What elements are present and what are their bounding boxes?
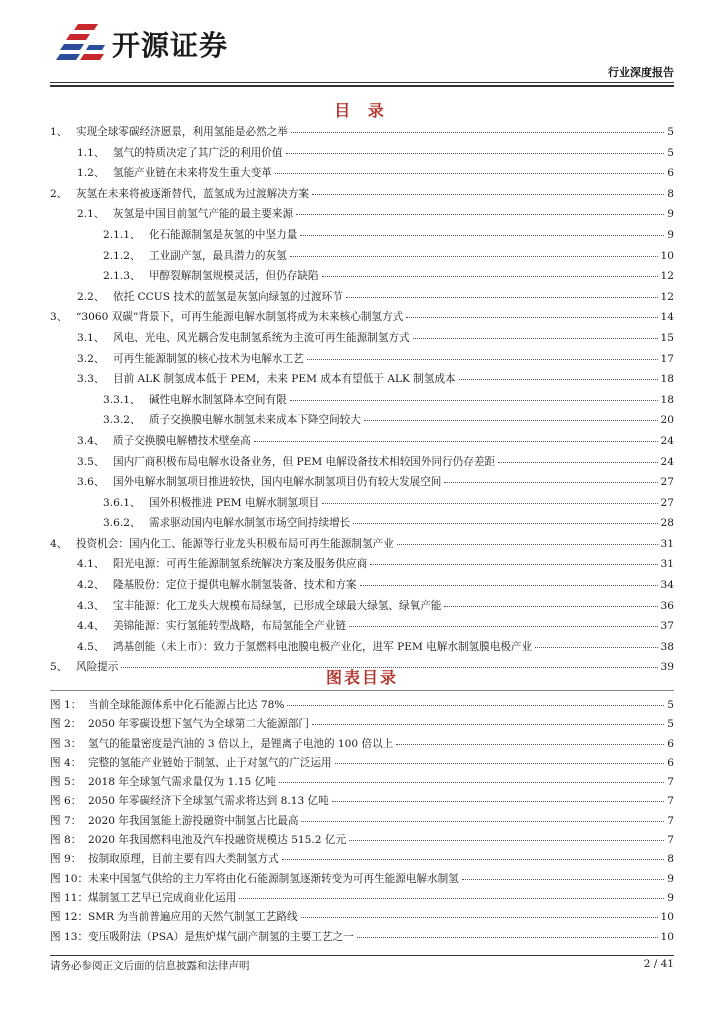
toc-entry-page: 12	[660, 270, 674, 283]
figure-entry-title: 煤制氢工艺早已完成商业化运用	[88, 891, 237, 904]
figure-entry[interactable]	[50, 909, 674, 928]
toc-entry-title: 化石能源制氢是灰氢的中坚力量	[149, 228, 298, 241]
toc-entry-page: 31	[660, 558, 674, 571]
figure-entry-number: 图 1：	[50, 699, 82, 711]
toc-entry-number: 2.1.3、	[103, 270, 141, 283]
figure-entry-page: 9	[667, 872, 674, 885]
dot-leader	[459, 379, 658, 380]
dot-leader	[397, 544, 658, 545]
figure-entry[interactable]	[50, 832, 674, 851]
logo-mark-icon	[50, 20, 106, 68]
toc-entry-number: 4.4、	[77, 620, 105, 633]
toc-entry-title: “3060 双碳”背景下，可再生能源电解水制氢将成为未来核心制氢方式	[76, 311, 404, 324]
figure-entry[interactable]	[50, 871, 674, 890]
figure-entry[interactable]	[50, 929, 674, 948]
figure-entry[interactable]	[50, 736, 674, 755]
toc-entry-number: 3.6.2、	[103, 517, 141, 530]
dot-leader	[364, 420, 658, 421]
toc-entry-page: 31	[660, 537, 674, 550]
toc-entry-title: 目前 ALK 制氢成本低于 PEM，未来 PEM 成本有望低于 ALK 制氢成本	[113, 373, 456, 386]
toc-entry-title: 国外电解水制氢项目推进较快，国内电解水制氢项目仍有较大发展空间	[113, 476, 442, 489]
figure-entry-page: 8	[667, 853, 674, 866]
figure-entry-title: 氢气的能量密度是汽油的 3 倍以上，是锂离子电池的 100 倍以上	[88, 737, 394, 750]
toc-entry-number: 4.3、	[77, 599, 105, 612]
footer-disclaimer: 请务必参阅正文后面的信息披露和法律声明	[50, 960, 250, 972]
toc-entry-page: 27	[660, 476, 674, 489]
toc-entry-title: 甲醇裂解制氢规模灵活，但仍存缺陷	[149, 270, 319, 283]
dot-leader	[535, 647, 657, 648]
figure-entry[interactable]	[50, 755, 674, 774]
toc-entry[interactable]	[50, 309, 674, 330]
toc-entry-page: 34	[660, 579, 674, 592]
dot-leader	[287, 705, 664, 706]
page-number: 2 / 41	[643, 958, 674, 970]
dot-leader	[290, 256, 658, 257]
toc-entry[interactable]	[50, 330, 674, 351]
figure-entry-page: 10	[660, 911, 674, 924]
toc-entry[interactable]	[50, 515, 674, 536]
header-divider	[50, 82, 674, 83]
toc-entry-title: 风险提示	[76, 661, 119, 674]
toc-entry[interactable]	[50, 371, 674, 392]
toc-entry[interactable]	[50, 556, 674, 577]
figure-entry-number: 图 5：	[50, 776, 82, 789]
toc-entry-number: 2.2、	[77, 290, 105, 303]
figure-entry[interactable]	[50, 793, 674, 812]
figure-index-title: 图表目录	[325, 668, 398, 687]
figure-entry-number: 图 12：	[50, 911, 89, 924]
toc-entry-page: 12	[660, 290, 674, 303]
toc-entry-page: 8	[667, 187, 674, 200]
dot-leader	[290, 400, 658, 401]
figure-entry-page: 7	[667, 795, 674, 808]
toc-entry[interactable]	[50, 598, 674, 619]
toc-entry-number: 4、	[50, 537, 68, 550]
toc-entry-number: 3.6、	[77, 476, 105, 489]
toc-entry-number: 4.2、	[77, 579, 105, 592]
toc-entry[interactable]	[50, 433, 674, 454]
figure-entry-title: 2020 年我国燃料电池及汽车投融资规模达 515.2 亿元	[88, 834, 347, 847]
toc-entry-number: 1.2、	[77, 167, 105, 180]
toc-entry[interactable]	[50, 206, 674, 227]
toc-entry-title: 美锦能源：实行氢能转型战略，布局氢能全产业链	[113, 620, 347, 633]
dot-leader	[444, 606, 657, 607]
toc-entry-title: 氢气的特质决定了其广泛的利用价值	[113, 146, 283, 159]
toc-entry[interactable]	[50, 536, 674, 557]
toc-entry-title: 隆基股份：定位于提供电解水制氢装备、技术和方案	[113, 579, 357, 592]
dot-leader	[282, 859, 665, 860]
toc-entry-page: 14	[660, 311, 674, 324]
toc-entry[interactable]	[50, 248, 674, 269]
figure-entry-number: 图 11：	[50, 891, 89, 904]
dot-leader	[286, 153, 665, 154]
dot-leader	[349, 840, 664, 841]
toc-entry-title: 阳光电源：可再生能源制氢系统解决方案及服务供应商	[113, 558, 368, 571]
dot-leader	[357, 937, 658, 938]
toc-entry-number: 5、	[50, 661, 68, 674]
toc-entry-title: 依托 CCUS 技术的蓝氢是灰氢向绿氢的过渡环节	[113, 290, 343, 303]
toc-entry-number: 3.4、	[77, 434, 105, 447]
toc-entry-page: 39	[660, 661, 674, 674]
toc-entry[interactable]	[50, 495, 674, 516]
toc-entry-title: 可再生能源制氢的核心技术为电解水工艺	[113, 352, 304, 365]
figure-entry[interactable]	[50, 716, 674, 735]
toc-entry-page: 9	[667, 228, 674, 241]
figure-entry-title: 2050 年零碳经济下全球氢气需求将达到 8.13 亿吨	[88, 795, 329, 808]
toc-entry-page: 27	[660, 496, 674, 509]
figure-entry-page: 5	[667, 699, 674, 711]
toc-entry-number: 4.1、	[77, 558, 105, 571]
dot-leader	[301, 917, 658, 918]
figure-entry-page: 7	[667, 776, 674, 789]
dot-leader	[406, 317, 657, 318]
toc-entry[interactable]	[50, 124, 674, 145]
toc-entry-title: 风电、光电、风光耦合发电制氢系统为主流可再生能源制氢方式	[113, 331, 410, 344]
figure-entry[interactable]	[50, 697, 674, 716]
dot-leader	[322, 276, 658, 277]
toc-entry[interactable]	[50, 165, 674, 186]
toc-entry[interactable]	[50, 289, 674, 310]
figure-entry-page: 5	[667, 718, 674, 731]
toc-entry-number: 2.1.2、	[103, 249, 141, 262]
logo-text: 开源证券	[112, 29, 229, 62]
toc-entry[interactable]	[50, 392, 674, 413]
figure-entry-title: 变压吸附法（PSA）是焦炉煤气副产制氢的主要工艺之一	[88, 930, 354, 943]
toc-entry-title: 氢能产业链在未来将发生重大变革	[113, 167, 272, 180]
dot-leader	[312, 724, 664, 725]
toc-entry-title: 宝丰能源：化工龙头大规模布局绿氢，已形成全球最大绿氢、绿氧产能	[113, 599, 442, 612]
figure-entry-number: 图 6：	[50, 795, 82, 808]
dot-leader	[370, 564, 657, 565]
figure-entry-title: 按制取原理，目前主要有四大类制氢方式	[88, 853, 279, 866]
figure-entry-number: 图 7：	[50, 814, 82, 827]
figure-entry-number: 图 2：	[50, 718, 82, 731]
figure-index	[50, 697, 674, 948]
figure-index-divider	[50, 690, 674, 691]
toc-entry-number: 3.5、	[77, 455, 105, 468]
toc-entry-page: 36	[660, 599, 674, 612]
toc-entry-page: 10	[660, 249, 674, 262]
toc-entry-title: 实现全球零碳经济愿景，利用氢能是必然之举	[76, 126, 288, 138]
toc-entry-title: 碱性电解水制氢降本空间有限	[149, 393, 287, 406]
toc-entry-title: 需求驱动国内电解水制氢市场空间持续增长	[149, 517, 351, 530]
dot-leader	[462, 879, 664, 880]
toc-entry-title: 灰氢是中国目前氢气产能的最主要来源	[113, 208, 294, 221]
dot-leader	[413, 338, 658, 339]
toc-entry-number: 2.1、	[77, 208, 105, 221]
dot-leader	[346, 297, 658, 298]
toc-entry-page: 24	[660, 455, 674, 468]
dot-leader	[291, 132, 664, 133]
toc-entry-page: 37	[660, 620, 674, 633]
toc-entry-page: 18	[660, 373, 674, 386]
figure-entry[interactable]	[50, 813, 674, 832]
figure-entry-page: 7	[667, 834, 674, 847]
toc-entry-page: 38	[660, 640, 674, 653]
dot-leader	[335, 763, 665, 764]
toc-entry-number: 3.6.1、	[103, 496, 141, 509]
dot-leader	[307, 359, 658, 360]
toc-entry[interactable]	[50, 454, 674, 475]
toc-entry-number: 3.2、	[77, 352, 105, 365]
toc-entry-number: 3.3、	[77, 373, 105, 386]
toc-entry-page: 24	[660, 434, 674, 447]
dot-leader	[332, 801, 665, 802]
toc-entry-title: 工业副产氢，最具潜力的灰氢	[149, 249, 287, 262]
dot-leader	[360, 585, 658, 586]
toc-entry-title: 灰氢在未来将被逐渐替代，蓝氢成为过渡解决方案	[76, 187, 310, 200]
figure-entry-title: SMR 为当前普遍应用的天然气制氢工艺路线	[88, 911, 298, 924]
toc-entry-page: 17	[660, 352, 674, 365]
toc-entry[interactable]	[50, 268, 674, 289]
dot-leader	[239, 898, 664, 899]
figure-entry-number: 图 13：	[50, 930, 89, 943]
toc-title: 目 录	[334, 101, 390, 120]
toc-entry-number: 3.3.1、	[103, 393, 141, 406]
dot-leader	[498, 462, 657, 463]
figure-entry-title: 完整的氢能产业链始于制氢、止于对氢气的广泛运用	[88, 756, 332, 769]
toc-entry-number: 4.5、	[77, 640, 105, 653]
figure-entry[interactable]	[50, 890, 674, 909]
toc-entry-page: 28	[660, 517, 674, 530]
figure-entry-title: 2050 年零碳设想下氢气为全球第二大能源部门	[88, 718, 310, 731]
toc-entry-number: 1.1、	[77, 146, 105, 159]
dot-leader	[349, 626, 657, 627]
figure-entry-page: 6	[667, 756, 674, 769]
toc-entry-number: 2、	[50, 187, 68, 200]
toc-entry-page: 6	[667, 167, 674, 180]
figure-entry[interactable]	[50, 774, 674, 793]
figure-entry-number: 图 3：	[50, 737, 82, 750]
figure-entry-number: 图 8：	[50, 834, 82, 847]
figure-entry-number: 图 10：	[50, 872, 89, 885]
figure-entry-page: 10	[660, 930, 674, 943]
toc-entry-number: 3.1、	[77, 331, 105, 344]
toc-entry[interactable]	[50, 412, 674, 433]
dot-leader	[254, 441, 658, 442]
figure-entry[interactable]	[50, 851, 674, 870]
table-of-contents	[50, 124, 674, 680]
figure-entry-number: 图 4：	[50, 756, 82, 769]
toc-entry-page: 15	[660, 331, 674, 344]
toc-entry-page: 5	[667, 126, 674, 138]
toc-entry[interactable]	[50, 227, 674, 248]
figure-entry-title: 当前全球能源体系中化石能源占比达 78%	[88, 699, 285, 711]
dot-leader	[444, 482, 657, 483]
report-type-label: 行业深度报告	[608, 66, 674, 79]
toc-entry-page: 9	[667, 208, 674, 221]
figure-entry-title: 2018 年全球氢气需求量仅为 1.15 亿吨	[88, 776, 276, 789]
figure-entry-page: 7	[667, 814, 674, 827]
toc-entry-title: 质子交换膜电解槽技术壁垒高	[113, 434, 251, 447]
toc-entry-page: 18	[660, 393, 674, 406]
figure-entry-title: 未来中国氢气供给的主力军将由化石能源制氢逐渐转变为可再生能源电解水制氢	[88, 872, 459, 885]
dot-leader	[322, 503, 657, 504]
header-divider-thick	[50, 85, 674, 87]
figure-entry-title: 2020 年我国氢能上游投融资中制氢占比最高	[88, 814, 299, 827]
footer-divider	[50, 955, 674, 956]
toc-entry-number: 3.3.2、	[103, 414, 141, 427]
dot-leader	[301, 821, 664, 822]
toc-entry[interactable]	[50, 145, 674, 166]
company-logo	[50, 20, 228, 68]
figure-entry-page: 6	[667, 737, 674, 750]
dot-leader	[279, 782, 664, 783]
toc-entry-page: 20	[660, 414, 674, 427]
toc-entry[interactable]	[50, 577, 674, 598]
toc-entry-title: 国内厂商积极布局电解水设备业务，但 PEM 电解设备技术相较国外同行仍存差距	[113, 455, 496, 468]
toc-entry[interactable]	[50, 186, 674, 207]
toc-entry-title: 质子交换膜电解水制氢未来成本下降空间较大	[149, 414, 361, 427]
toc-entry-title: 投资机会：国内化工、能源等行业龙头积极布局可再生能源制氢产业	[76, 537, 394, 550]
dot-leader	[300, 235, 664, 236]
dot-leader	[275, 173, 664, 174]
dot-leader	[312, 194, 664, 195]
figure-entry-page: 9	[667, 891, 674, 904]
dot-leader	[296, 214, 664, 215]
toc-entry-title: 国外积极推进 PEM 电解水制氢项目	[149, 496, 320, 509]
toc-entry[interactable]	[50, 618, 674, 639]
toc-entry-page: 5	[667, 146, 674, 159]
toc-entry-number: 1、	[50, 126, 68, 138]
toc-entry[interactable]	[50, 639, 674, 660]
figure-entry-number: 图 9：	[50, 853, 82, 866]
toc-entry-number: 3、	[50, 311, 68, 324]
dot-leader	[396, 744, 664, 745]
toc-entry-title: 鸿基创能（未上市）：致力于氢燃料电池膜电极产业化，进军 PEM 电解水制氢膜电极产业	[113, 640, 533, 653]
page-header	[0, 0, 724, 92]
dot-leader	[353, 523, 657, 524]
toc-entry[interactable]	[50, 474, 674, 495]
toc-entry-number: 2.1.1、	[103, 228, 141, 241]
toc-entry[interactable]	[50, 351, 674, 372]
